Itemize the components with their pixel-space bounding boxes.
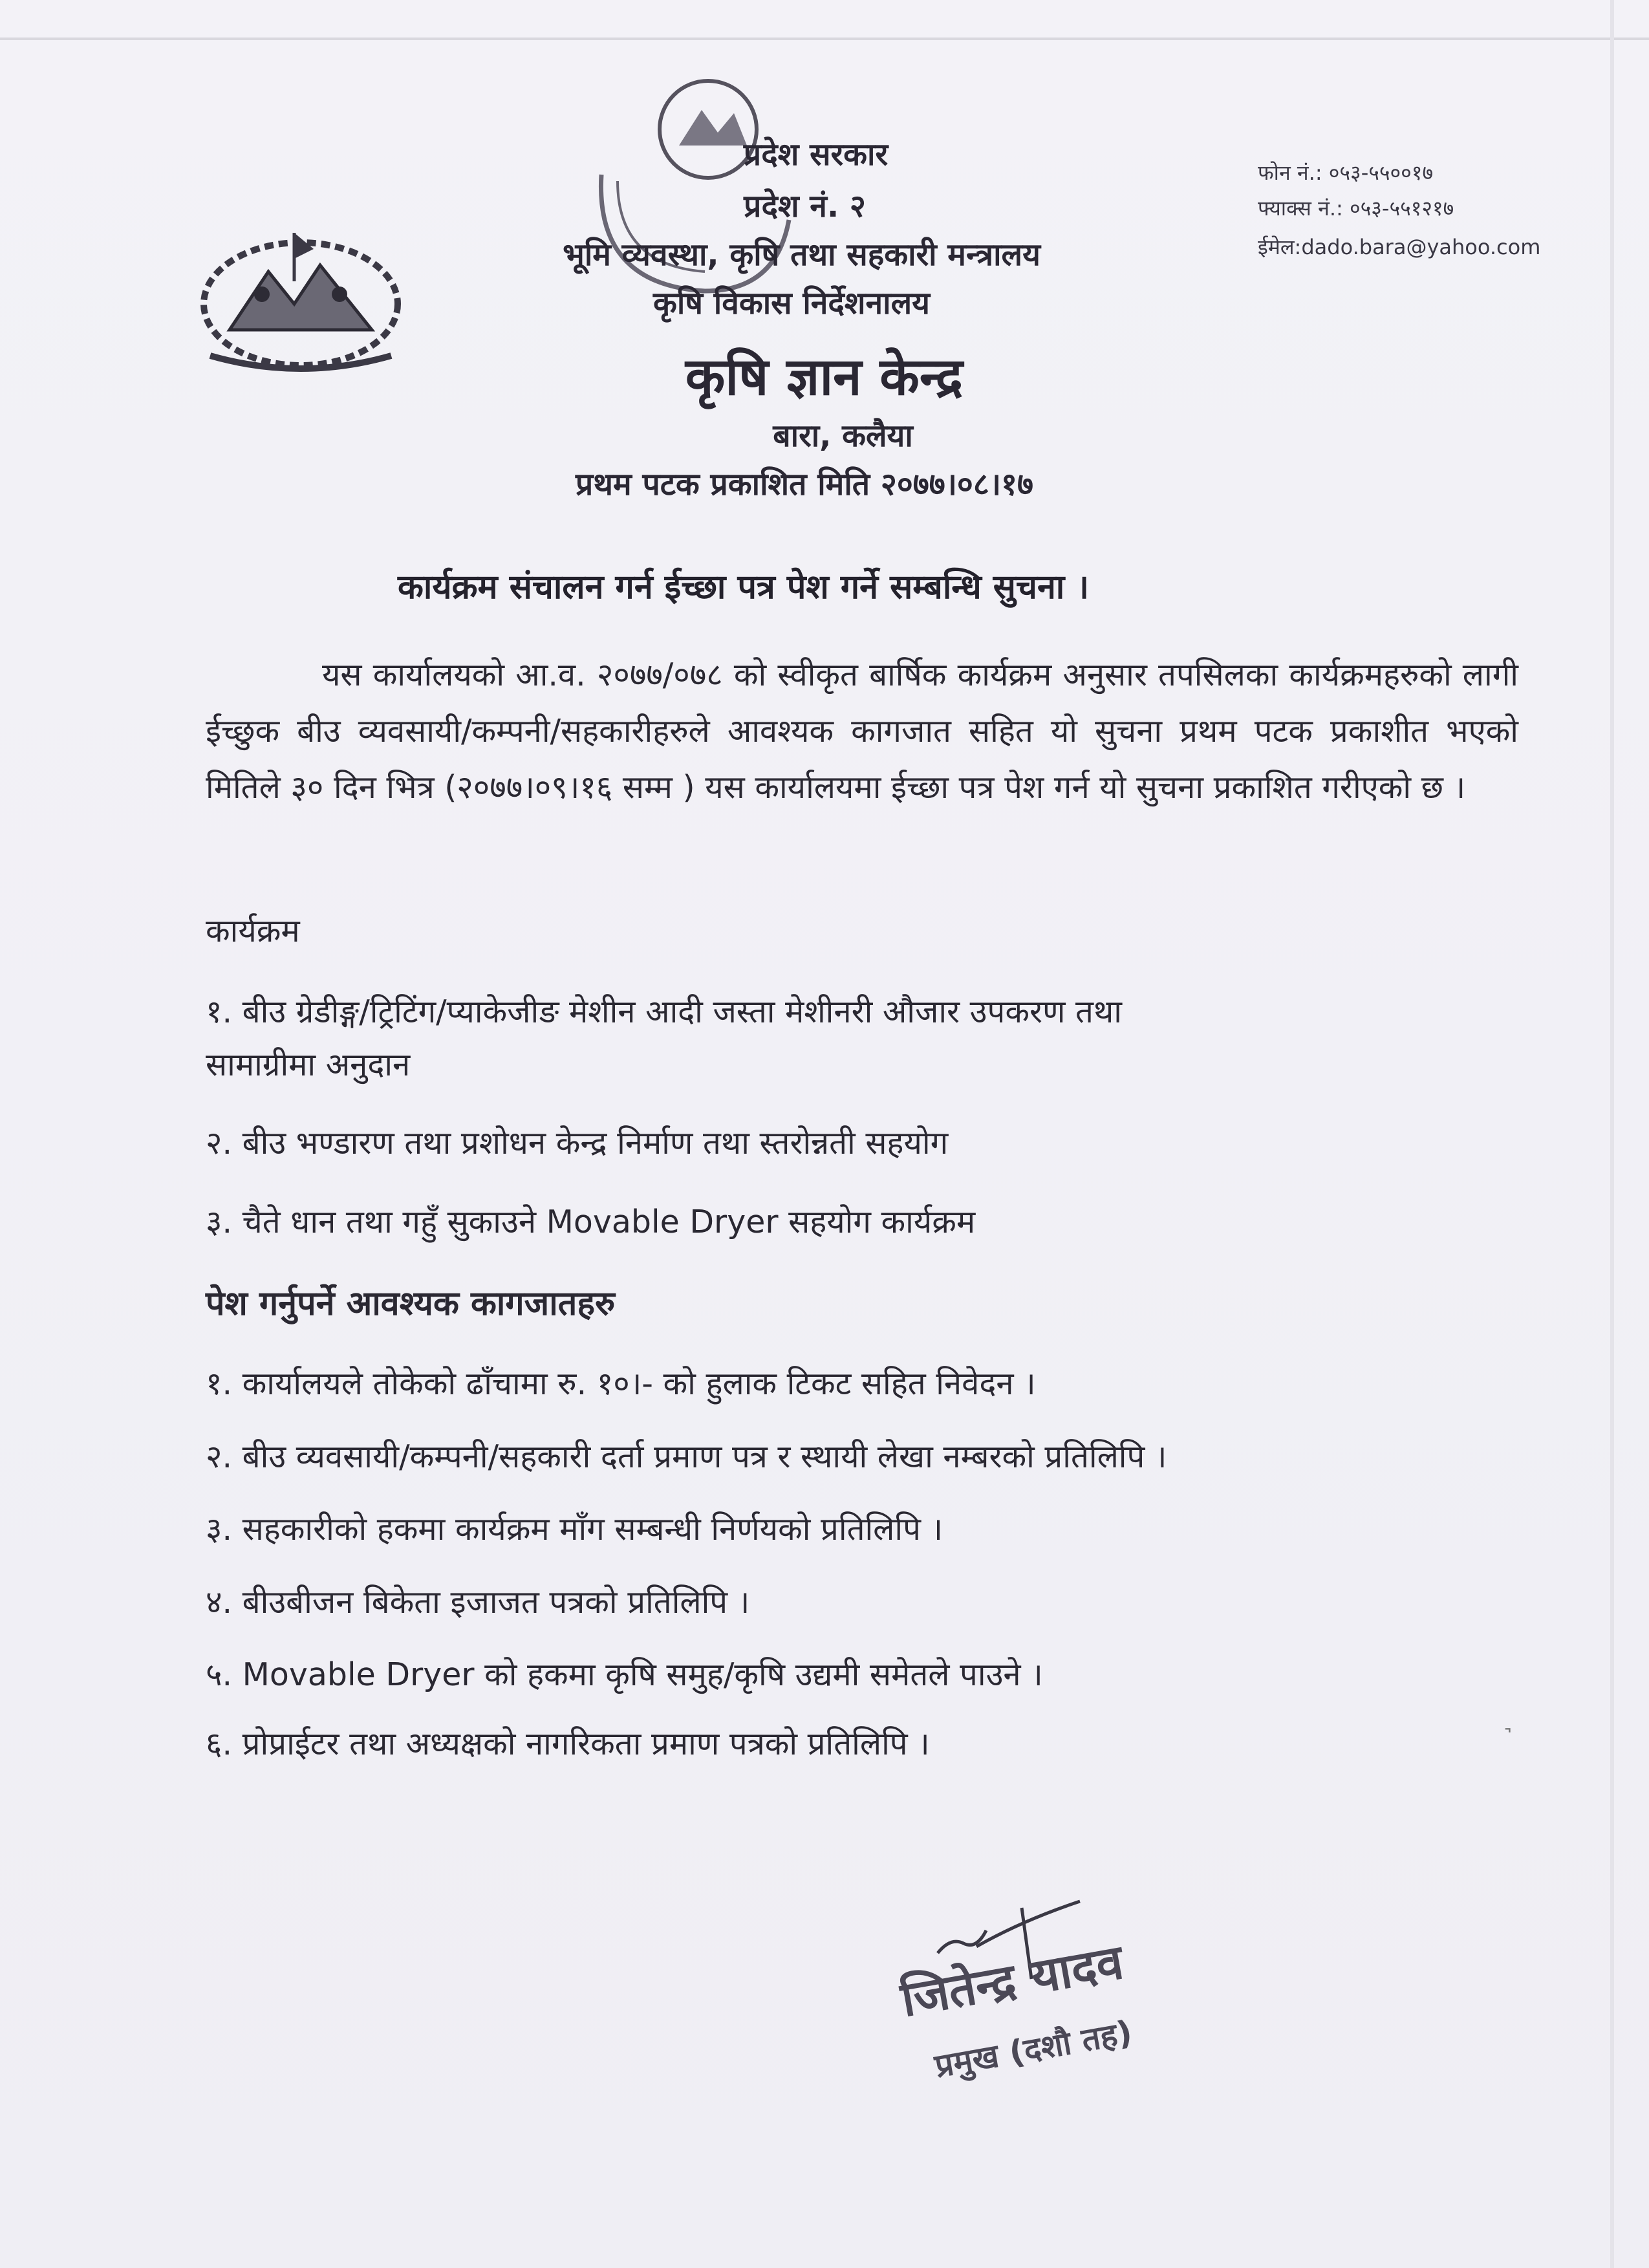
email-label: ईमेल: — [1258, 235, 1302, 259]
document-item-5: ५. Movable Dryer को हकमा कृषि समुह/कृषि उद्यमी समेतले पाउने । — [206, 1656, 1043, 1693]
contact-phone: फोन नं.: ०५३-५५००१७ — [1258, 160, 1434, 185]
notice-body — [206, 647, 1518, 815]
document-item-2: २. बीउ व्यवसायी/कम्पनी/सहकारी दर्ता प्रमाण पत्र र स्थायी लेखा नम्बरको प्रतिलिपि । — [206, 1438, 1167, 1475]
page-edge-top — [0, 38, 1649, 40]
header-province-number: प्रदेश नं. २ — [744, 188, 866, 224]
header-ministry: भूमि व्यवस्था, कृषि तथा सहकारी मन्त्रालय — [563, 237, 1040, 273]
signatory-name-stamp: जितेन्द्र यादव — [896, 1934, 1128, 2028]
coat-of-arms-icon — [184, 220, 417, 382]
contact-email — [1258, 233, 1540, 261]
email-address: dado.bara@yahoo.com — [1301, 235, 1541, 259]
program-item-1a: १. बीउ ग्रेडीङ्ग/ट्रिटिंग/प्याकेजीङ मेशीन आदी जस्ता मेशीनरी औजार उपकरण तथा — [206, 993, 1122, 1030]
contact-fax: फ्याक्स नं.: ०५३-५५१२१७ — [1258, 196, 1454, 221]
header-publish-date: प्रथम पटक प्रकाशित मिति २०७७।०८।१७ — [576, 466, 1033, 502]
document-item-3: ३. सहकारीको हकमा कार्यक्रम माँग सम्बन्धी निर्णयको प्रतिलिपि । — [206, 1511, 943, 1548]
header-office-name: कृषि ज्ञान केन्द्र — [685, 347, 964, 407]
document-item-1: १. कार्यालयले तोकेको ढाँचामा रु. १०।- को हुलाक टिकट सहित निवेदन । — [206, 1365, 1036, 1402]
document-item-6: ६. प्रोप्राईटर तथा अध्यक्षको नागरिकता प्रमाण पत्रको प्रतिलिपि । — [206, 1725, 930, 1762]
program-item-3: ३. चैते धान तथा गहुँ सुकाउने Movable Dryer सहयोग कार्यक्रम — [206, 1204, 976, 1240]
notice-body-text: यस कार्यालयको आ.व. २०७७/०७८ को स्वीकृत बार्षिक कार्यक्रम अनुसार तपसिलका कार्यक्रमहरुको लागी ईच्छुक बीउ व्यवसायी/कम्पनी/सहकारीहरुले आवश्यक कागजात सहित यो सुचना प्रथम पटक प्रकाशीत भएको मितिले ३० दिन भित्र (२०७७।०९।१६ सम्म ) यस कार्यालयमा ईच्छा पत्र पेश गर्न यो सुचना प्रकाशित गरीएको छ । — [206, 656, 1518, 806]
page-edge-right — [1610, 0, 1614, 2268]
documents-heading: पेश गर्नुपर्ने आवश्यक कागजातहरु — [206, 1284, 616, 1323]
header-directorate: कृषि विकास निर्देशनालय — [653, 285, 930, 321]
program-item-1b: सामाग्रीमा अनुदान — [206, 1046, 411, 1083]
header-location: बारा, कलैया — [773, 418, 913, 454]
signatory-title-stamp: प्रमुख (दशौ तह) — [932, 2013, 1135, 2086]
document-item-4: ४. बीउबीजन बिकेता इजाजत पत्रको प्रतिलिपि । — [206, 1584, 750, 1621]
program-item-2: २. बीउ भण्डारण तथा प्रशोधन केन्द्र निर्माण तथा स्तरोन्नती सहयोग — [206, 1125, 949, 1161]
header-province-government: प्रदेश सरकार — [743, 136, 889, 173]
notice-subject: कार्यक्रम संचालन गर्न ईच्छा पत्र पेश गर्ने सम्बन्धि सुचना । — [398, 568, 1090, 607]
programs-heading: कार्यक्रम — [206, 913, 300, 949]
scan-speck: ˺ — [1503, 1723, 1513, 1753]
